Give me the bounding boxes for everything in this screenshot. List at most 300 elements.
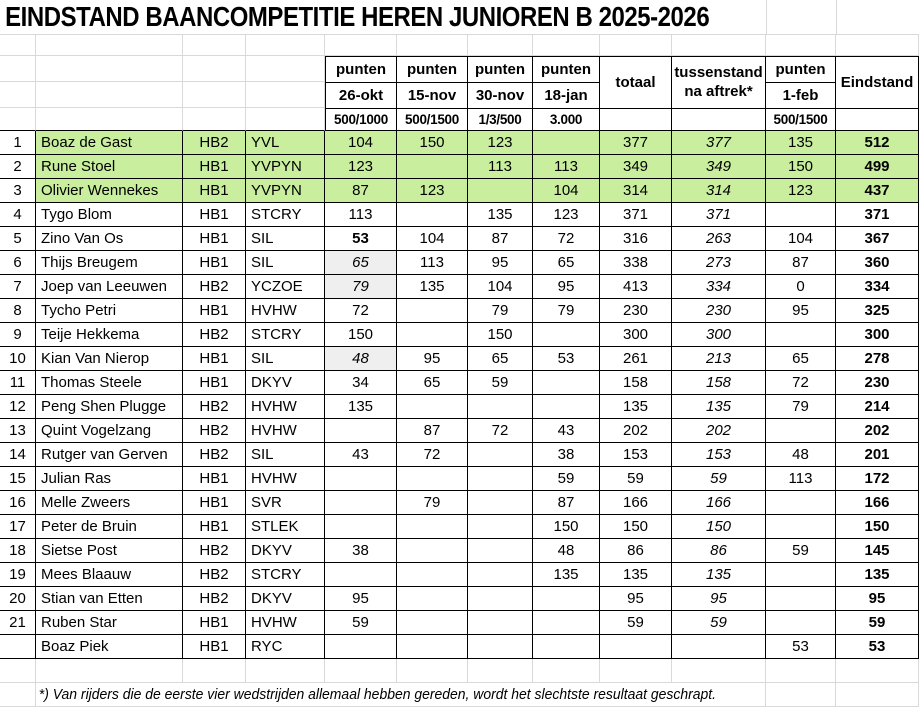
cell-totaal: 300: [600, 323, 672, 347]
cell-club: DKYV: [246, 539, 325, 563]
cell-totaal: 230: [600, 299, 672, 323]
cell-points-26okt: [325, 467, 397, 491]
cell-totaal: 150: [600, 515, 672, 539]
cell-name: Peter de Bruin: [36, 515, 183, 539]
cell-category: HB2: [183, 539, 246, 563]
cell-club: HVHW: [246, 419, 325, 443]
cell-club: YVPYN: [246, 155, 325, 179]
cell-name: Boaz Piek: [36, 635, 183, 659]
cell-points-18jan: [533, 371, 600, 395]
cell-eindstand: 166: [836, 491, 919, 515]
table-row: [0, 299, 919, 323]
cell-tussenstand: 263: [672, 227, 766, 251]
cell-tussenstand: [672, 635, 766, 659]
cell-club: YVPYN: [246, 179, 325, 203]
cell-name: Rutger van Gerven: [36, 443, 183, 467]
cell-points-30nov: 72: [468, 419, 533, 443]
cell-club: SIL: [246, 251, 325, 275]
cell-points-18jan: 113: [533, 155, 600, 179]
cell-points-1feb: 79: [766, 395, 836, 419]
cell-points-30nov: 135: [468, 203, 533, 227]
cell-points-26okt: 72: [325, 299, 397, 323]
totaal-label: totaal: [600, 57, 672, 109]
cell-points-26okt: [325, 491, 397, 515]
cell-points-15nov: [397, 539, 468, 563]
cell-name: Ruben Star: [36, 611, 183, 635]
cell-category: HB1: [183, 227, 246, 251]
table-row: [0, 395, 919, 419]
cell-name: Kian Van Nierop: [36, 347, 183, 371]
cell-points-30nov: 150: [468, 323, 533, 347]
cell-points-1feb: 59: [766, 539, 836, 563]
cell-points-15nov: [397, 515, 468, 539]
cell-points-18jan: 43: [533, 419, 600, 443]
cell-points-30nov: [468, 611, 533, 635]
cell-points-15nov: 65: [397, 371, 468, 395]
cell-eindstand: 95: [836, 587, 919, 611]
punten-label: punten: [766, 57, 836, 83]
cell-category: HB1: [183, 155, 246, 179]
cell-points-18jan: [533, 323, 600, 347]
cell-points-15nov: [397, 155, 468, 179]
cell-totaal: 261: [600, 347, 672, 371]
cell-points-1feb: [766, 611, 836, 635]
cell-club: DKYV: [246, 587, 325, 611]
cell-club: SIL: [246, 443, 325, 467]
cell-category: HB2: [183, 563, 246, 587]
date-label: 15-nov: [397, 83, 468, 109]
table-row: [0, 323, 919, 347]
cell-tussenstand: 371: [672, 203, 766, 227]
table-row: [0, 467, 919, 491]
cell-points-18jan: 104: [533, 179, 600, 203]
cell-eindstand: 202: [836, 419, 919, 443]
cell-rank: 21: [0, 611, 36, 635]
cell-name: Mees Blaauw: [36, 563, 183, 587]
tussenstand-label-line2: na aftrek*: [684, 82, 753, 100]
cell-name: Thijs Breugem: [36, 251, 183, 275]
cell-category: HB1: [183, 203, 246, 227]
cell-points-30nov: [468, 179, 533, 203]
cell-name: Quint Vogelzang: [36, 419, 183, 443]
cell-points-30nov: 65: [468, 347, 533, 371]
tussenstand-label-line1: tussenstand: [674, 63, 763, 81]
cell-points-26okt: 95: [325, 587, 397, 611]
cell-points-15nov: [397, 467, 468, 491]
cell-tussenstand: 150: [672, 515, 766, 539]
cell-points-26okt: [325, 563, 397, 587]
cell-eindstand: 512: [836, 131, 919, 155]
table-row: [0, 443, 919, 467]
cell-totaal: 95: [600, 587, 672, 611]
cell-points-26okt: 38: [325, 539, 397, 563]
table-row: [0, 203, 919, 227]
cell-points-18jan: 135: [533, 563, 600, 587]
cell-points-26okt: 43: [325, 443, 397, 467]
table-row: [0, 347, 919, 371]
cell-points-15nov: 72: [397, 443, 468, 467]
table-row: [0, 587, 919, 611]
col-header-30nov: [468, 56, 533, 131]
cell-points-26okt: [325, 635, 397, 659]
cell-tussenstand: 273: [672, 251, 766, 275]
cell-rank: 8: [0, 299, 36, 323]
cell-points-1feb: 95: [766, 299, 836, 323]
cell-totaal: 413: [600, 275, 672, 299]
cell-category: HB1: [183, 371, 246, 395]
cell-points-15nov: 95: [397, 347, 468, 371]
cell-eindstand: 53: [836, 635, 919, 659]
cell-points-18jan: 123: [533, 203, 600, 227]
cell-rank: 9: [0, 323, 36, 347]
cell-points-30nov: 104: [468, 275, 533, 299]
cell-eindstand: 201: [836, 443, 919, 467]
distance-label: 500/1500: [397, 109, 468, 131]
cell-club: HVHW: [246, 611, 325, 635]
cell-points-26okt: 79: [325, 275, 397, 299]
cell-points-15nov: 123: [397, 179, 468, 203]
cell-points-1feb: 113: [766, 467, 836, 491]
cell-category: HB2: [183, 419, 246, 443]
cell-points-1feb: 0: [766, 275, 836, 299]
cell-category: HB1: [183, 491, 246, 515]
cell-tussenstand: 377: [672, 131, 766, 155]
punten-label: punten: [326, 57, 397, 83]
cell-points-15nov: [397, 395, 468, 419]
table-row: [0, 275, 919, 299]
cell-points-15nov: 79: [397, 491, 468, 515]
cell-rank: 17: [0, 515, 36, 539]
cell-club: DKYV: [246, 371, 325, 395]
footnote-row: [0, 683, 919, 707]
cell-name: Rune Stoel: [36, 155, 183, 179]
distance-label: 500/1000: [326, 109, 397, 131]
cell-points-18jan: 59: [533, 467, 600, 491]
cell-tussenstand: 314: [672, 179, 766, 203]
col-header-15nov: [397, 56, 468, 131]
cell-rank: 4: [0, 203, 36, 227]
cell-club: STCRY: [246, 563, 325, 587]
table-row: [0, 227, 919, 251]
cell-points-30nov: 87: [468, 227, 533, 251]
cell-points-18jan: 38: [533, 443, 600, 467]
cell-totaal: 166: [600, 491, 672, 515]
cell-points-18jan: [533, 587, 600, 611]
cell-points-30nov: [468, 443, 533, 467]
cell-points-15nov: [397, 203, 468, 227]
cell-points-1feb: 53: [766, 635, 836, 659]
cell-club: SIL: [246, 227, 325, 251]
cell-rank: 13: [0, 419, 36, 443]
cell-totaal: 86: [600, 539, 672, 563]
table-body: [0, 131, 919, 659]
cell-points-30nov: 95: [468, 251, 533, 275]
distance-label: 3.000: [533, 109, 600, 131]
cell-eindstand: 230: [836, 371, 919, 395]
cell-points-30nov: [468, 539, 533, 563]
cell-category: HB1: [183, 611, 246, 635]
cell-eindstand: 278: [836, 347, 919, 371]
cell-points-15nov: 113: [397, 251, 468, 275]
cell-points-1feb: [766, 419, 836, 443]
cell-rank: 16: [0, 491, 36, 515]
cell-points-30nov: [468, 491, 533, 515]
table-row: [0, 155, 919, 179]
cell-points-15nov: 104: [397, 227, 468, 251]
empty-row-bottom: [0, 659, 919, 683]
cell-category: HB2: [183, 275, 246, 299]
cell-name: Peng Shen Plugge: [36, 395, 183, 419]
cell-name: Thomas Steele: [36, 371, 183, 395]
cell-points-15nov: [397, 323, 468, 347]
cell-rank: 5: [0, 227, 36, 251]
gridline: [766, 0, 767, 34]
table-row: [0, 419, 919, 443]
punten-label: punten: [533, 57, 600, 83]
cell-eindstand: 371: [836, 203, 919, 227]
cell-club: STLEK: [246, 515, 325, 539]
cell-points-15nov: [397, 611, 468, 635]
cell-club: YCZOE: [246, 275, 325, 299]
footnote: *) Van rijders die de eerste vier wedstrijden allemaal hebben gereden, wordt het slechtste resultaat geschrapt.: [38, 686, 717, 703]
date-label: 1-feb: [766, 83, 836, 109]
cell-points-30nov: [468, 563, 533, 587]
cell-points-15nov: [397, 299, 468, 323]
date-label: 18-jan: [533, 83, 600, 109]
cell-totaal: 153: [600, 443, 672, 467]
cell-points-1feb: 104: [766, 227, 836, 251]
cell-tussenstand: 59: [672, 611, 766, 635]
cell-tussenstand: 158: [672, 371, 766, 395]
cell-totaal: 135: [600, 395, 672, 419]
cell-points-1feb: 87: [766, 251, 836, 275]
cell-rank: 6: [0, 251, 36, 275]
cell-tussenstand: 166: [672, 491, 766, 515]
cell-totaal: [600, 635, 672, 659]
cell-points-26okt: 48: [325, 347, 397, 371]
cell-points-18jan: 72: [533, 227, 600, 251]
cell-eindstand: 325: [836, 299, 919, 323]
cell-totaal: 316: [600, 227, 672, 251]
cell-club: HVHW: [246, 467, 325, 491]
cell-name: Teije Hekkema: [36, 323, 183, 347]
punten-label: punten: [468, 57, 533, 83]
cell-totaal: 158: [600, 371, 672, 395]
table-row: [0, 251, 919, 275]
cell-eindstand: 150: [836, 515, 919, 539]
cell-category: HB2: [183, 587, 246, 611]
cell-name: Joep van Leeuwen: [36, 275, 183, 299]
cell-rank: 18: [0, 539, 36, 563]
cell-points-1feb: 72: [766, 371, 836, 395]
cell-points-26okt: 34: [325, 371, 397, 395]
empty-row-top: [0, 35, 919, 56]
cell-name: Sietse Post: [36, 539, 183, 563]
distance-label: 1/3/500: [468, 109, 533, 131]
cell-tussenstand: 95: [672, 587, 766, 611]
eindstand-label: Eindstand: [836, 57, 919, 109]
cell-eindstand: 135: [836, 563, 919, 587]
cell-points-30nov: 123: [468, 131, 533, 155]
gridline: [836, 0, 837, 34]
cell-points-1feb: 135: [766, 131, 836, 155]
table-row: [0, 563, 919, 587]
table-row: [0, 611, 919, 635]
cell-totaal: 377: [600, 131, 672, 155]
cell-tussenstand: 135: [672, 395, 766, 419]
cell-rank: 1: [0, 131, 36, 155]
cell-name: Tygo Blom: [36, 203, 183, 227]
col-header-26okt: [325, 56, 397, 131]
cell-points-15nov: [397, 587, 468, 611]
cell-totaal: 202: [600, 419, 672, 443]
cell-rank: 11: [0, 371, 36, 395]
cell-category: HB2: [183, 395, 246, 419]
cell-tussenstand: 86: [672, 539, 766, 563]
cell-name: Boaz de Gast: [36, 131, 183, 155]
cell-category: HB1: [183, 179, 246, 203]
cell-eindstand: 367: [836, 227, 919, 251]
cell-points-18jan: 53: [533, 347, 600, 371]
cell-points-1feb: 48: [766, 443, 836, 467]
cell-points-1feb: [766, 587, 836, 611]
cell-club: STCRY: [246, 203, 325, 227]
date-label: 26-okt: [326, 83, 397, 109]
cell-rank: 12: [0, 395, 36, 419]
cell-rank: 14: [0, 443, 36, 467]
cell-points-15nov: 87: [397, 419, 468, 443]
cell-tussenstand: 213: [672, 347, 766, 371]
cell-points-15nov: [397, 563, 468, 587]
cell-category: HB2: [183, 443, 246, 467]
col-header-totaal: [600, 56, 672, 131]
cell-tussenstand: 230: [672, 299, 766, 323]
cell-totaal: 59: [600, 611, 672, 635]
cell-eindstand: 172: [836, 467, 919, 491]
cell-tussenstand: 202: [672, 419, 766, 443]
cell-points-15nov: 150: [397, 131, 468, 155]
cell-points-26okt: 53: [325, 227, 397, 251]
table-row: [0, 491, 919, 515]
cell-club: HVHW: [246, 299, 325, 323]
cell-category: HB1: [183, 635, 246, 659]
cell-rank: [0, 635, 36, 659]
cell-category: HB1: [183, 467, 246, 491]
col-header-18jan: [533, 56, 600, 131]
cell-eindstand: 300: [836, 323, 919, 347]
col-header-tussenstand: [672, 56, 766, 131]
cell-eindstand: 145: [836, 539, 919, 563]
cell-points-18jan: 65: [533, 251, 600, 275]
cell-points-18jan: 79: [533, 299, 600, 323]
cell-points-30nov: [468, 395, 533, 419]
cell-totaal: 371: [600, 203, 672, 227]
table-row: [0, 515, 919, 539]
cell-points-26okt: 113: [325, 203, 397, 227]
cell-points-26okt: 104: [325, 131, 397, 155]
cell-points-30nov: 79: [468, 299, 533, 323]
cell-points-1feb: [766, 563, 836, 587]
table-row: [0, 179, 919, 203]
cell-points-30nov: [468, 635, 533, 659]
cell-club: SVR: [246, 491, 325, 515]
cell-eindstand: 437: [836, 179, 919, 203]
cell-eindstand: 499: [836, 155, 919, 179]
cell-rank: 15: [0, 467, 36, 491]
cell-tussenstand: 300: [672, 323, 766, 347]
cell-name: Zino Van Os: [36, 227, 183, 251]
cell-points-26okt: 65: [325, 251, 397, 275]
cell-points-1feb: 123: [766, 179, 836, 203]
cell-points-26okt: 135: [325, 395, 397, 419]
punten-label: punten: [397, 57, 468, 83]
cell-points-1feb: [766, 323, 836, 347]
cell-points-18jan: 150: [533, 515, 600, 539]
cell-name: Melle Zweers: [36, 491, 183, 515]
cell-points-18jan: [533, 131, 600, 155]
cell-points-1feb: [766, 515, 836, 539]
cell-club: RYC: [246, 635, 325, 659]
cell-tussenstand: 349: [672, 155, 766, 179]
cell-points-18jan: 48: [533, 539, 600, 563]
cell-totaal: 338: [600, 251, 672, 275]
cell-points-15nov: 135: [397, 275, 468, 299]
cell-category: HB1: [183, 299, 246, 323]
cell-points-18jan: [533, 395, 600, 419]
title-row: [0, 0, 919, 35]
cell-club: STCRY: [246, 323, 325, 347]
cell-points-30nov: [468, 515, 533, 539]
cell-points-18jan: 87: [533, 491, 600, 515]
date-label: 30-nov: [468, 83, 533, 109]
cell-tussenstand: 153: [672, 443, 766, 467]
cell-tussenstand: 135: [672, 563, 766, 587]
cell-eindstand: 334: [836, 275, 919, 299]
cell-points-30nov: 113: [468, 155, 533, 179]
cell-totaal: 314: [600, 179, 672, 203]
cell-club: HVHW: [246, 395, 325, 419]
cell-rank: 3: [0, 179, 36, 203]
cell-category: HB1: [183, 347, 246, 371]
cell-club: YVL: [246, 131, 325, 155]
table-header: [0, 56, 919, 131]
page-title: EINDSTAND BAANCOMPETITIE HEREN JUNIOREN B 2025-2026: [5, 1, 710, 32]
cell-rank: 2: [0, 155, 36, 179]
cell-points-1feb: [766, 203, 836, 227]
cell-category: HB2: [183, 323, 246, 347]
cell-points-26okt: 150: [325, 323, 397, 347]
cell-rank: 7: [0, 275, 36, 299]
cell-points-30nov: 59: [468, 371, 533, 395]
cell-points-1feb: 150: [766, 155, 836, 179]
cell-points-30nov: [468, 467, 533, 491]
cell-tussenstand: 59: [672, 467, 766, 491]
cell-totaal: 349: [600, 155, 672, 179]
cell-points-1feb: 65: [766, 347, 836, 371]
col-header-eindstand: [836, 56, 919, 131]
cell-name: Olivier Wennekes: [36, 179, 183, 203]
cell-category: HB2: [183, 131, 246, 155]
distance-label: 500/1500: [766, 109, 836, 131]
cell-eindstand: 360: [836, 251, 919, 275]
cell-name: Tycho Petri: [36, 299, 183, 323]
cell-points-26okt: [325, 515, 397, 539]
cell-eindstand: 59: [836, 611, 919, 635]
cell-points-26okt: 59: [325, 611, 397, 635]
cell-points-26okt: [325, 419, 397, 443]
cell-points-18jan: [533, 611, 600, 635]
cell-points-1feb: [766, 491, 836, 515]
